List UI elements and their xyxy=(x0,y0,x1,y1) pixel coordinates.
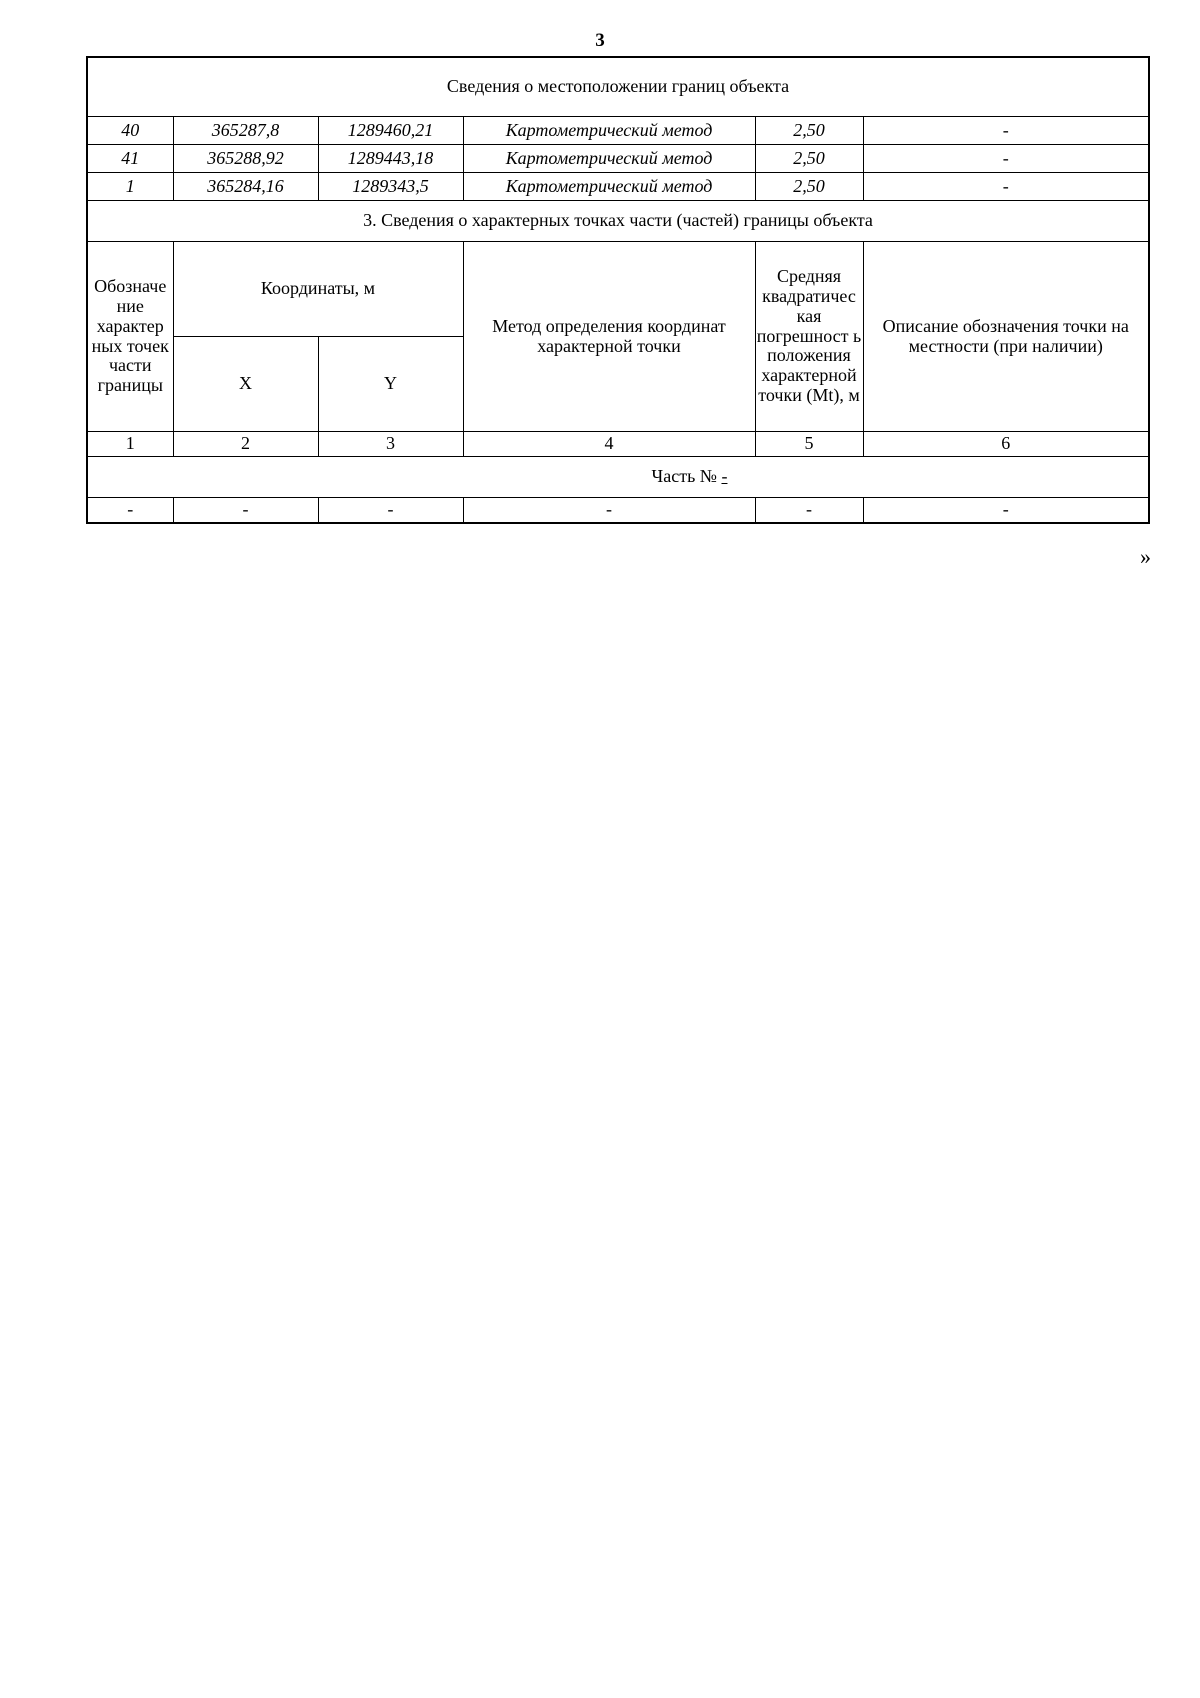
description-cell: - xyxy=(863,117,1149,145)
point-cell: 41 xyxy=(87,145,173,173)
header-point-designation: Обозначе ние характер ных точек части границы xyxy=(87,242,173,432)
part-row xyxy=(87,457,1149,498)
description-cell: - xyxy=(863,173,1149,201)
header-y: Y xyxy=(318,337,463,432)
mt-cell: - xyxy=(755,498,863,524)
part-cell xyxy=(87,457,1149,498)
header-x: X xyxy=(173,337,318,432)
column-number: 5 xyxy=(755,432,863,457)
column-numbers-row xyxy=(87,432,1149,457)
header-description: Описание обозначения точки на местности (при наличии) xyxy=(863,242,1149,432)
method-cell: Картометрический метод xyxy=(463,173,755,201)
method-cell: Картометрический метод xyxy=(463,145,755,173)
table-title-row xyxy=(87,57,1149,117)
header-coordinates: Координаты, м xyxy=(173,242,463,337)
mt-cell: 2,50 xyxy=(755,173,863,201)
part-label: Часть № xyxy=(651,466,717,487)
y-cell: 1289460,21 xyxy=(318,117,463,145)
page-number: 3 xyxy=(595,30,605,51)
point-cell: - xyxy=(87,498,173,524)
boundary-table xyxy=(86,56,1150,524)
method-cell: Картометрический метод xyxy=(463,117,755,145)
mt-cell: 2,50 xyxy=(755,145,863,173)
column-number: 1 xyxy=(87,432,173,457)
y-cell: - xyxy=(318,498,463,524)
y-cell: 1289443,18 xyxy=(318,145,463,173)
table-row xyxy=(87,117,1149,145)
closing-quote-mark: » xyxy=(1140,544,1151,569)
x-cell: 365284,16 xyxy=(173,173,318,201)
part-value: - xyxy=(721,466,728,487)
column-number: 2 xyxy=(173,432,318,457)
description-cell: - xyxy=(863,145,1149,173)
mt-cell: 2,50 xyxy=(755,117,863,145)
header-row-top xyxy=(87,242,1149,337)
description-cell: - xyxy=(863,498,1149,524)
column-number: 6 xyxy=(863,432,1149,457)
x-cell: - xyxy=(173,498,318,524)
x-cell: 365287,8 xyxy=(173,117,318,145)
point-cell: 1 xyxy=(87,173,173,201)
y-cell: 1289343,5 xyxy=(318,173,463,201)
table-title: Сведения о местоположении границ объекта xyxy=(87,57,1149,117)
method-cell: - xyxy=(463,498,755,524)
point-cell: 40 xyxy=(87,117,173,145)
header-mt: Средняя квадратичес кая погрешност ь положения характерной точки (Mt), м xyxy=(755,242,863,432)
column-number: 3 xyxy=(318,432,463,457)
table-row xyxy=(87,498,1149,524)
section-title-row xyxy=(87,201,1149,242)
table-row xyxy=(87,173,1149,201)
header-method: Метод определения координат характерной точки xyxy=(463,242,755,432)
section-3-title: 3. Сведения о характерных точках части (частей) границы объекта xyxy=(87,201,1149,242)
x-cell: 365288,92 xyxy=(173,145,318,173)
column-number: 4 xyxy=(463,432,755,457)
table-row xyxy=(87,145,1149,173)
